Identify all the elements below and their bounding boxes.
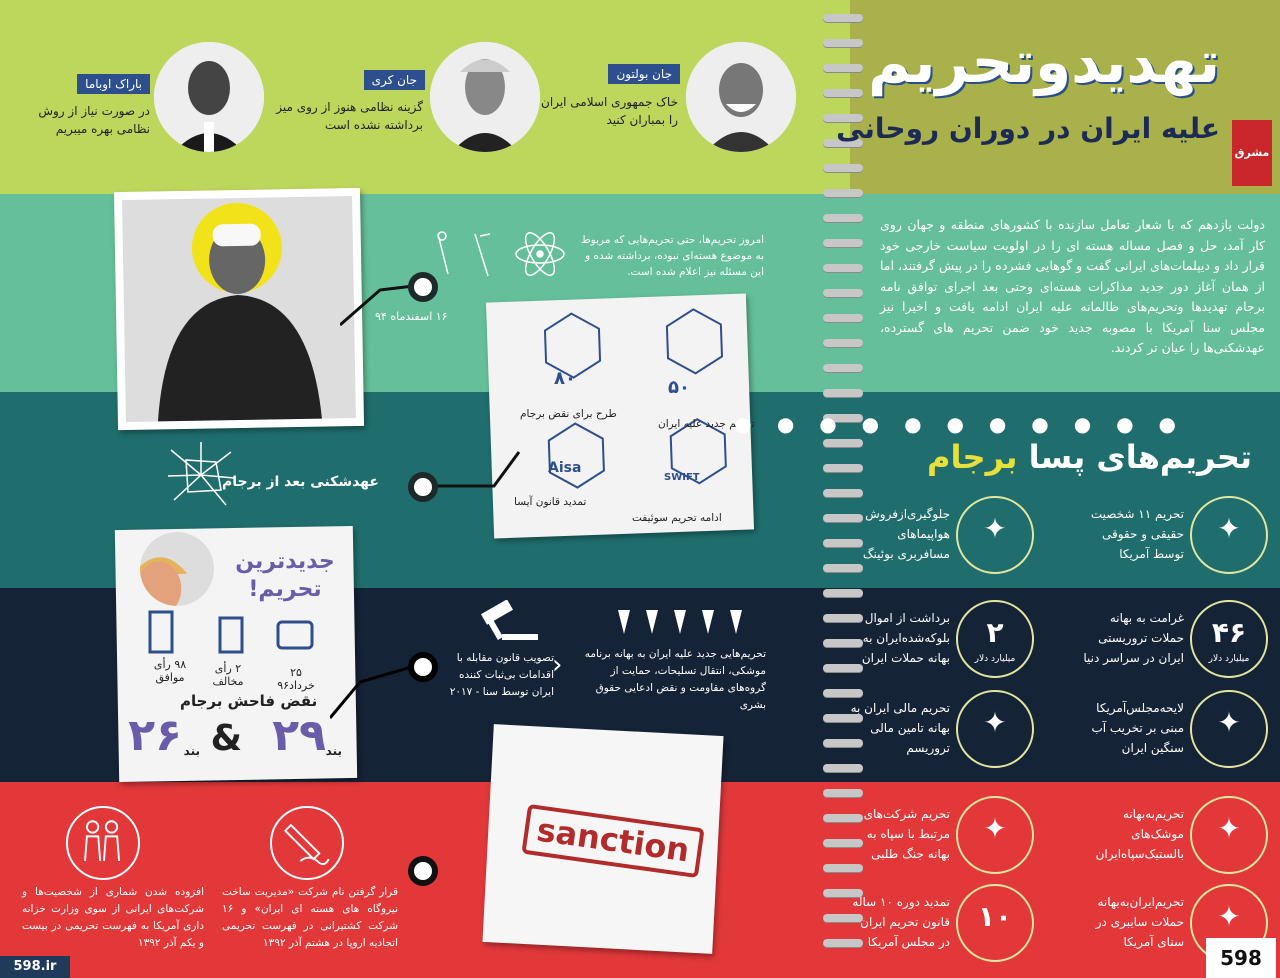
- sanction-stamp: sanction: [521, 804, 704, 878]
- dollar-figure: ✦: [983, 706, 1007, 739]
- page-subtitle: علیه ایران در دوران روحانی: [836, 112, 1220, 145]
- vote-date: [276, 666, 316, 692]
- vote-no-label: مخالف: [212, 675, 244, 688]
- page-title: تهدیدوتحریم: [868, 28, 1220, 96]
- ring: [823, 89, 863, 97]
- dollar-icon: [956, 690, 1034, 768]
- ring: [823, 164, 863, 172]
- vote-date-label: خرداد۹۶: [277, 679, 315, 692]
- sanction-item-label: غرامت به بهانه حملات تروریستی ایران در سراسر دنیا: [1083, 611, 1184, 665]
- brand-logo: 598: [1206, 938, 1276, 978]
- sanction-text-b: افزوده شدن شماری از شخصیت‌ها و شرکت‌های ایرانی از سوی وزارت خزانه داری آمریکا به فهرست تحریمی در بیست و یکم آذر ۱۳۹۲: [22, 886, 204, 949]
- swords-icon: [956, 796, 1034, 874]
- eleven-figure: ✦: [1217, 512, 1241, 545]
- people-icon: [66, 806, 140, 880]
- kerry-portrait: [430, 42, 540, 152]
- airplane-figure: ✦: [983, 512, 1007, 545]
- hand-figure: ✦: [1217, 706, 1241, 739]
- ring: [823, 239, 863, 247]
- sanction-item-label: تحریم ۱۱ شخصیت حقیقی و حقوقی توسط آمریکا: [1090, 507, 1184, 561]
- obama-name: باراک اوباما: [77, 74, 150, 94]
- missile-icon: [1190, 796, 1268, 874]
- clause-a-number: ۲۹: [272, 710, 326, 761]
- sanction-item-label: لایحه‌مجلس‌آمریکا مبنی بر تخریب آب سنگین ایران: [1091, 701, 1184, 755]
- sanction-item-label: تحریم‌ایران‌به‌بهانه حملات سایبری در سنای آمریکا: [1095, 895, 1184, 949]
- sanction-item-label: تحریم‌به‌بهانه موشک‌های بالستیک‌سپاه‌ایران: [1095, 807, 1184, 861]
- logo: [1232, 120, 1272, 186]
- card-badge-swift: SWIFT: [664, 472, 700, 483]
- kerry-quote: گزینه نظامی هنوز از روی میز برداشته نشده است: [276, 100, 423, 132]
- ring: [823, 64, 863, 72]
- chevron-right-icon: ›: [552, 650, 563, 680]
- hand-icon: [1190, 690, 1268, 768]
- vote-icons: [128, 610, 328, 658]
- rouhani-date: ۱۶ اسفندماه ۹۴: [375, 310, 448, 323]
- card-badge-50: ۵۰: [668, 377, 690, 398]
- bolton-name: جان بولتون: [608, 64, 680, 84]
- card-badge-aisa: Aisa: [548, 460, 582, 476]
- trump-portrait: [140, 532, 214, 606]
- sanction-item-label: برداشت از اموال بلوکه‌شده‌ایران به بهانه حملات ایران: [861, 611, 950, 665]
- eleven-icon: [1190, 496, 1268, 574]
- ring: [823, 364, 863, 372]
- clause-amp: &: [210, 718, 242, 759]
- card-label-swift: ادامه تحریم سوئیفت: [632, 512, 722, 524]
- latest-node: [408, 652, 438, 682]
- ring: [823, 589, 863, 597]
- ring: [823, 39, 863, 47]
- ring: [823, 389, 863, 397]
- ring: [823, 214, 863, 222]
- ring: [823, 864, 863, 872]
- intro-node: [408, 272, 438, 302]
- rouhani-note: امروز تحریم‌ها، حتی تحریم‌هایی که مربوط به موضوع هسته‌ای نبوده، برداشته شده و این مسئله نیز اعلام شده است.: [580, 234, 764, 278]
- gavel-icon: [462, 600, 542, 644]
- sanction-node: [408, 856, 438, 886]
- billion-2-figure: ۲: [986, 616, 1004, 649]
- sanction-item-label: جلوگیری‌ازفروش هواپیماهای مسافربری بوئینگ: [862, 507, 950, 561]
- violation-label: نقض فاحش برجام: [180, 692, 318, 710]
- ring: [823, 439, 863, 447]
- ring: [823, 289, 863, 297]
- billion-46-figure: ۴۶: [1211, 616, 1247, 649]
- binary-figure: ✦: [1217, 900, 1241, 933]
- breach-node: [408, 472, 438, 502]
- rouhani-photo: [114, 188, 364, 430]
- clauses: [122, 710, 342, 770]
- ring: [823, 264, 863, 272]
- senate-text: تحریم‌هایی جدید علیه ایران به بهانه برنامه موشکی، انتقال تسلیحات، حمایت از گروه‌های مقاومت و نقض ادعایی حقوق بشری: [584, 648, 766, 711]
- clause-b-word: بند: [183, 744, 200, 758]
- missiles-icon: [612, 606, 748, 636]
- obama-quote: در صورت نیاز از روش نظامی بهره میبریم: [38, 104, 150, 136]
- vote-date-value: ۲۵: [290, 666, 302, 679]
- vote-no: [208, 662, 248, 688]
- sanction-item-label: تحریم مالی ایران به بهانه تامین مالی تروریسم: [850, 701, 950, 755]
- ring: [823, 489, 863, 497]
- billion-2-icon: [956, 600, 1034, 678]
- airplane-icon: [956, 496, 1034, 574]
- vote-yes: [150, 658, 190, 684]
- ring: [823, 339, 863, 347]
- vote-yes-label: موافق: [155, 671, 185, 684]
- obama-portrait: [154, 42, 264, 152]
- vote-no-value: ۲ رأی: [214, 662, 242, 675]
- billion-46-icon: [1190, 600, 1268, 678]
- atom-icon: [430, 226, 570, 282]
- ring: [823, 189, 863, 197]
- law-text: تصویب قانون مقابله با اقدامات بی‌ثبات کننده ایران توسط سنا - ۲۰۱۷: [449, 652, 554, 698]
- ten-icon: [956, 884, 1034, 962]
- ring: [823, 464, 863, 472]
- sanction-item-label: تمدید دوره ۱۰ ساله قانون تحریم ایران در مجلس آمریکا: [852, 895, 950, 949]
- unit-label: میلیارد دلار: [1208, 654, 1250, 664]
- ring: [823, 789, 863, 797]
- sanction-text-a: قرار گرفتن نام شرکت «مدیریت ساخت نیروگاه های هسته ای ایران» و ۱۶ شرکت کشتیرانی در فهرست تحریمی اتحادیه اروپا در هشتم آذر ۱۳۹۲: [222, 886, 398, 949]
- breach-connector: [434, 450, 524, 490]
- missile-figure: ✦: [1217, 812, 1241, 845]
- intro-paragraph: دولت یازدهم که با شعار تعامل سازنده با کشورهای منطقه و جهان روی کار آمد، حل و فصل مساله هسته ای را در اولویت سیاست خارجی خود قرار داد و دیپلمات‌های ایرانی گفت و گوهایی فشرده را در پیش گرفتند، اما از همان آغاز دور جدید مذاکرات هسته‌ای وحتی بعد اجرای توافق نامه برجام تهدیدها وتحریم‌های ظالمانه علیه ایران ادامه یافت و اخیرا نیز مجلس سنا آمریکا با مصوبه جدید خود ضمن تحریم های گسترده، عهدشکنی‌ها را عیان تر کردند.: [880, 217, 1265, 355]
- unit-label: میلیارد دلار: [974, 654, 1016, 664]
- bolton-quote: خاک جمهوری اسلامی ایران را بمباران کنید: [541, 95, 678, 127]
- breach-label: عهدشکنی بعد از برجام: [222, 474, 379, 490]
- jcpoa-heading: [927, 438, 1252, 476]
- ring: [823, 14, 863, 22]
- site-url[interactable]: 598.ir: [0, 956, 70, 978]
- latest-connector: [330, 652, 420, 722]
- swords-figure: ✦: [983, 812, 1007, 845]
- clause-b-number: ۲۶: [128, 710, 182, 761]
- card-label-80: طرح برای نقض برجام: [520, 408, 617, 420]
- heading-dots: ● ● ● ● ● ● ● ● ● ● ●: [734, 412, 1185, 436]
- kerry-name: جان کری: [364, 70, 425, 90]
- ring: [823, 314, 863, 322]
- clause-a-word: بند: [325, 744, 342, 758]
- card-badge-80: ۸۰: [554, 368, 576, 389]
- sanction-item-label: تحریم شرکت‌های مرتبط با سپاه به بهانه جنگ طلبی: [863, 807, 950, 861]
- pen-icon: [270, 806, 344, 880]
- logo-text: مشرق: [1234, 146, 1270, 159]
- card-label-aisa: تمدید قانون آیسا: [514, 496, 587, 508]
- ten-figure: ۱۰: [977, 900, 1013, 933]
- jcpoa-heading-prefix: تحریم‌های پسا: [1028, 438, 1252, 476]
- bolton-portrait: [686, 42, 796, 152]
- ring: [823, 764, 863, 772]
- jcpoa-heading-highlight: برجام: [927, 438, 1018, 476]
- latest-title: جدیدترین تحریم!: [235, 549, 335, 602]
- ring: [823, 689, 863, 697]
- ring: [823, 564, 863, 572]
- card-label-50: تحریم جدید علیه ایران: [658, 418, 755, 430]
- vote-yes-value: ۹۸ رأی: [153, 658, 187, 671]
